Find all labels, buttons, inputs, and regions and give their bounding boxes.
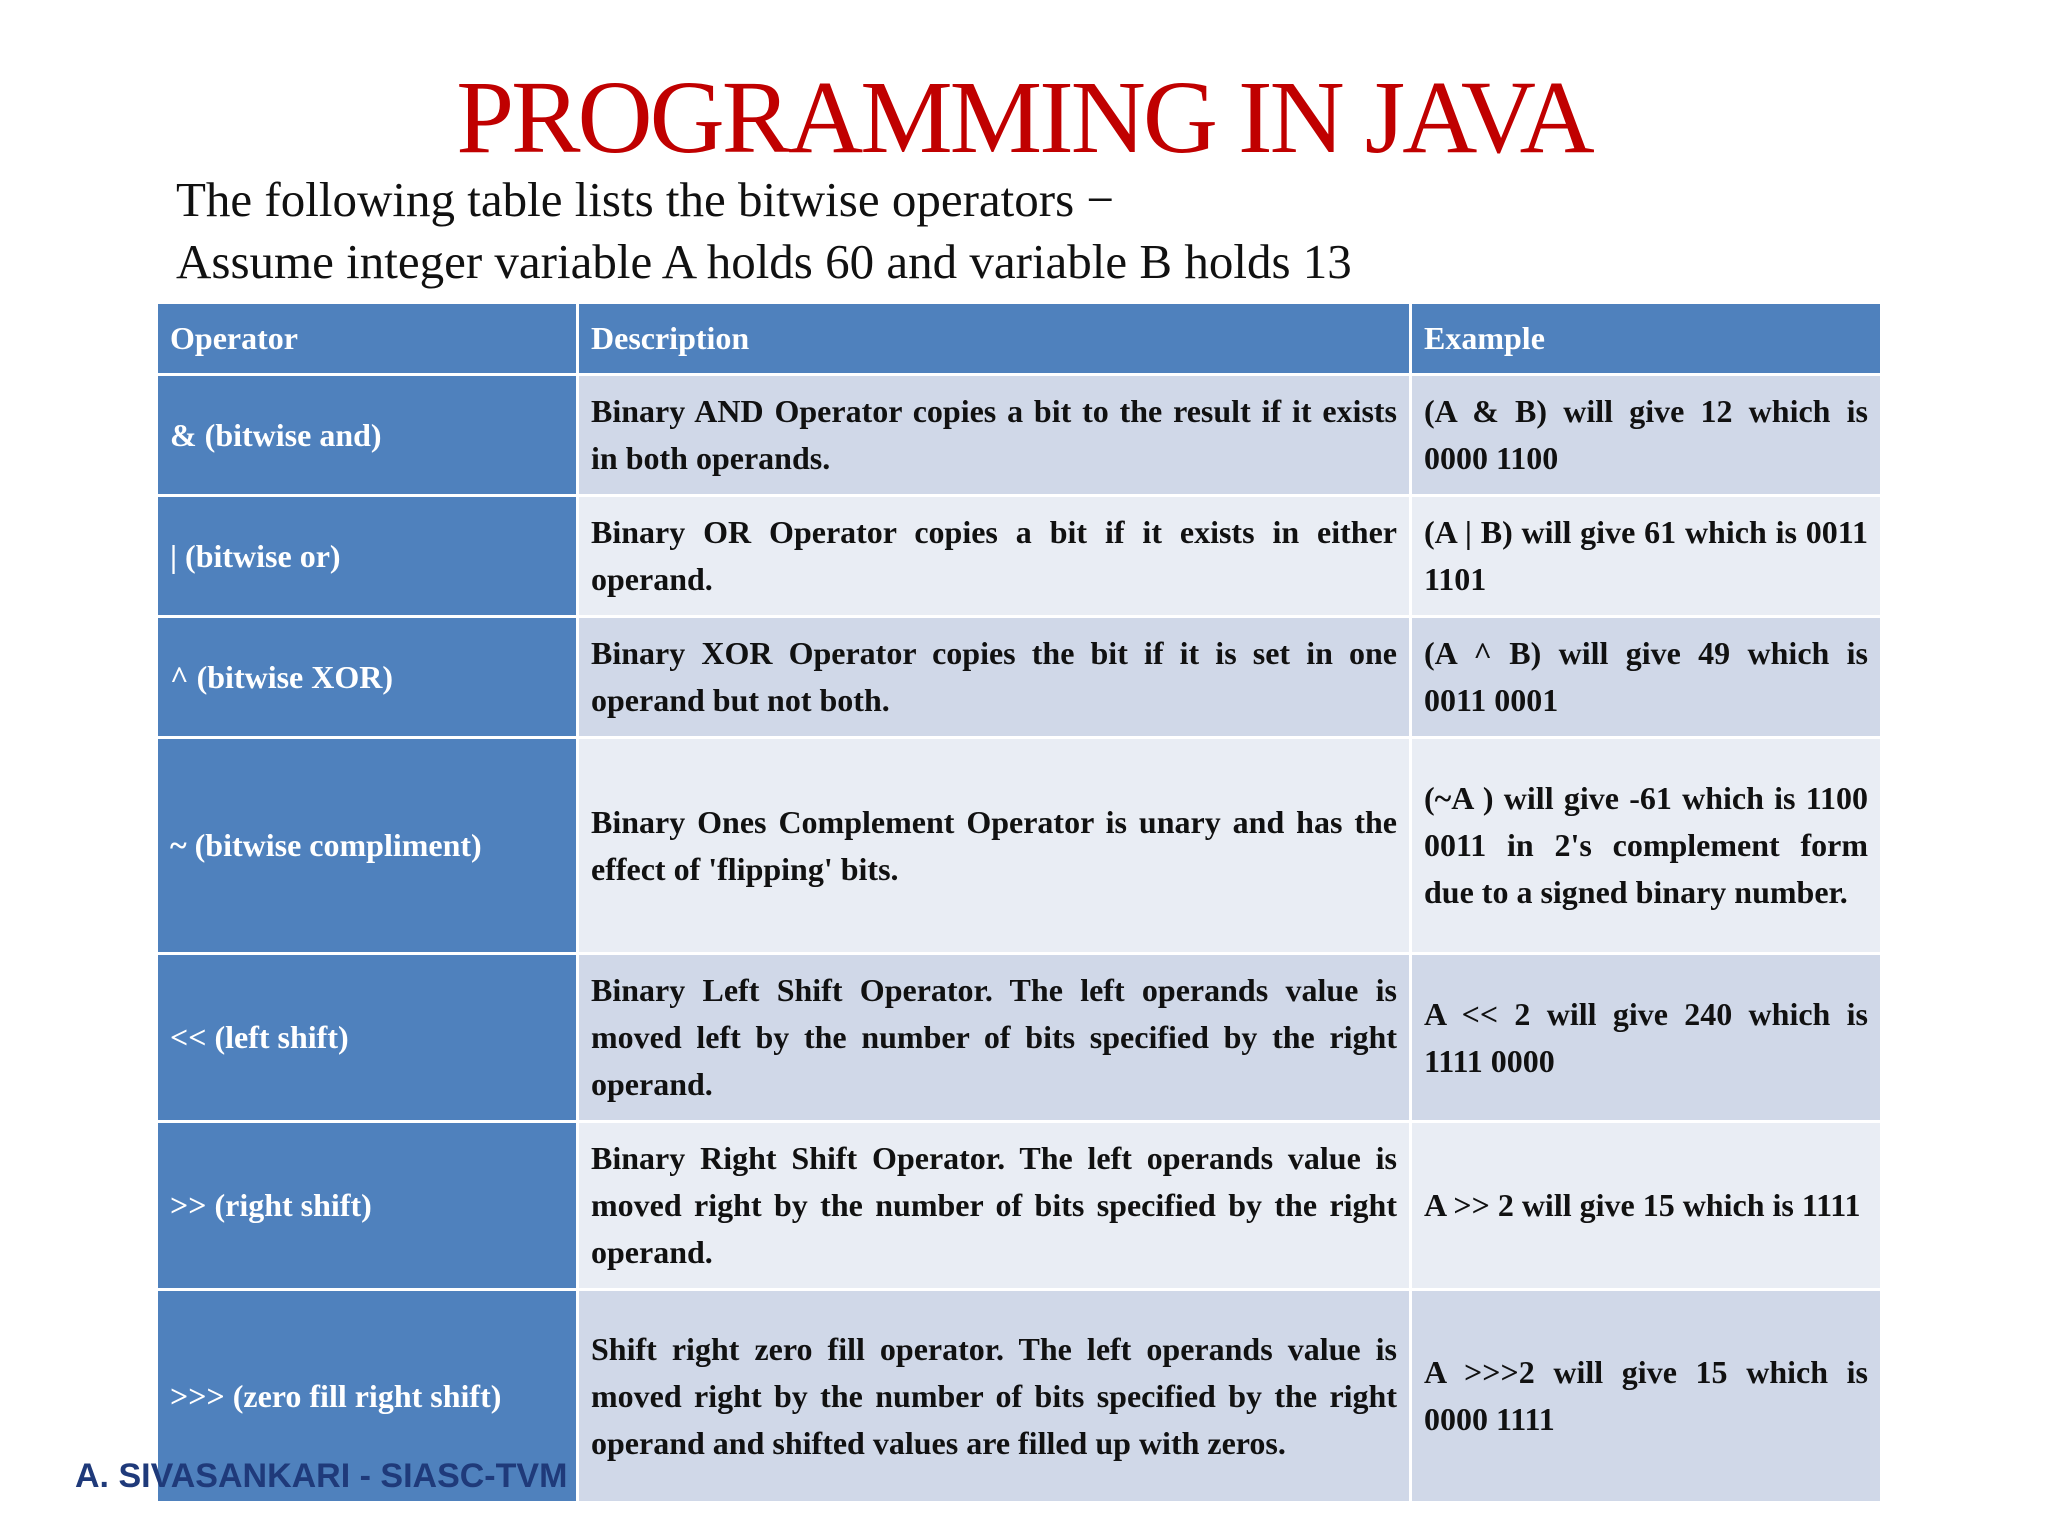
bitwise-operators-table <box>155 301 1883 1504</box>
operator-cell: << (left shift) <box>157 954 578 1122</box>
example-cell: A << 2 will give 240 which is 1111 0000 <box>1411 954 1882 1122</box>
description-cell: Binary OR Operator copies a bit if it exists in either operand. <box>578 496 1411 617</box>
header-description: Description <box>578 303 1411 375</box>
example-cell: (A | B) will give 61 which is 0011 1101 <box>1411 496 1882 617</box>
description-cell: Binary AND Operator copies a bit to the result if it exists in both operands. <box>578 375 1411 496</box>
table-row <box>157 738 1882 954</box>
table-row <box>157 375 1882 496</box>
example-cell: (A & B) will give 12 which is 0000 1100 <box>1411 375 1882 496</box>
header-example: Example <box>1411 303 1882 375</box>
table-header-row <box>157 303 1882 375</box>
table-row <box>157 617 1882 738</box>
example-cell: (A ^ B) will give 49 which is 0011 0001 <box>1411 617 1882 738</box>
operator-cell: ^ (bitwise XOR) <box>157 617 578 738</box>
slide-title: PROGRAMMING IN JAVA <box>456 60 1592 175</box>
table-row <box>157 496 1882 617</box>
example-cell: (~A ) will give -61 which is 1100 0011 in 2's complement form due to a signed binary number. <box>1411 738 1882 954</box>
author-footer: A. SIVASANKARI - SIASC-TVM <box>75 1457 568 1495</box>
operator-cell: | (bitwise or) <box>157 496 578 617</box>
table-row <box>157 1122 1882 1290</box>
operator-cell: & (bitwise and) <box>157 375 578 496</box>
intro-line-1: The following table lists the bitwise operators − <box>176 172 1115 227</box>
operator-cell: >>> (zero fill right shift) <box>157 1290 578 1503</box>
example-cell: A >> 2 will give 15 which is 1111 <box>1411 1122 1882 1290</box>
description-cell: Binary Ones Complement Operator is unary and has the effect of 'flipping' bits. <box>578 738 1411 954</box>
header-operator: Operator <box>157 303 578 375</box>
operator-cell: >> (right shift) <box>157 1122 578 1290</box>
description-cell: Shift right zero fill operator. The left operands value is moved right by the number of bits specified by the right operand and shifted values are filled up with zeros. <box>578 1290 1411 1503</box>
example-cell: A >>>2 will give 15 which is 0000 1111 <box>1411 1290 1882 1503</box>
description-cell: Binary XOR Operator copies the bit if it is set in one operand but not both. <box>578 617 1411 738</box>
description-cell: Binary Left Shift Operator. The left operands value is moved left by the number of bits specified by the right operand. <box>578 954 1411 1122</box>
description-cell: Binary Right Shift Operator. The left operands value is moved right by the number of bits specified by the right operand. <box>578 1122 1411 1290</box>
table-row <box>157 954 1882 1122</box>
intro-line-2: Assume integer variable A holds 60 and variable B holds 13 <box>176 234 1352 289</box>
operator-cell: ~ (bitwise compliment) <box>157 738 578 954</box>
